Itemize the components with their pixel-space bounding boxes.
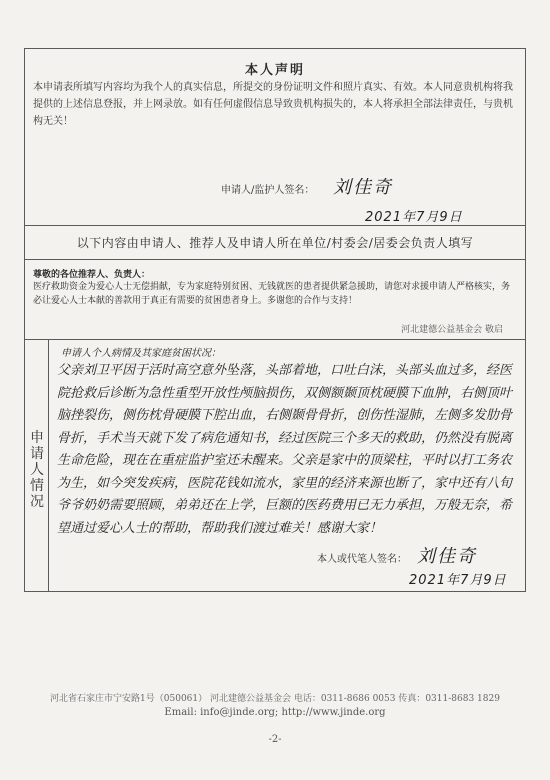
footer-web: Email: info@jinde.org; http://www.jinde.org xyxy=(164,707,386,718)
applicant-side-column xyxy=(25,340,49,591)
foundation-sign-off: 河北建德公益基金会 敬启 xyxy=(401,325,503,335)
recommender-body: 医疗救助资金为爱心人士无偿捐献，专为家庭特别贫困、无钱就医的患者提供紧急援助，请您对求援申请人严格核实，务必让爱心人士本献的善款用于真正有需要的贫困患者身上。多谢您的合作与支持！ xyxy=(33,282,511,306)
applicant-signature-label: 本人或代笔人签名： xyxy=(317,554,407,565)
section-note: 以下内容由申请人、推荐人及申请人所在单位/村委会/居委会负责人填写 xyxy=(76,236,474,250)
recommender-section xyxy=(24,260,526,340)
section-note-row xyxy=(24,226,526,260)
declaration-signature: 刘佳奇 xyxy=(333,177,393,198)
recommender-greeting: 尊敬的各位推荐人、负责人： xyxy=(33,270,151,280)
footer-address: 河北省石家庄市宁安路1号（050061） 河北建德公益基金会 电话：0311-8686 0053 传真：0311-8683 1829 xyxy=(50,694,500,704)
declaration-title: 本人声明 xyxy=(244,63,305,78)
applicant-section xyxy=(24,340,526,592)
applicant-side-label: 申请人情况 xyxy=(30,430,44,510)
page-number: -2- xyxy=(268,734,282,745)
applicant-condition-text: 父亲刘卫平因于活时高空意外坠落，头部着地，口吐白沫，头部头血过多，经医院抢救后诊断为急性重型开放性颅脑损伤，双侧额颞顶枕硬膜下血肿，右侧顶叶脑挫裂伤，侧伤枕骨硬膜下腔出血，右侧颞骨骨折，创伤性湿肺，左侧多发肋骨骨折，手术当天就下发了病危通知书，经过医院三个多天的救助，仍然没有脱离生命危险，现在在重症监护室还未醒来。父亲是家中的顶梁柱，平时以打工务农为生，如今突发疾病，医院花钱如流水，家里的经济来源也断了，家中还有八旬爷爷奶奶需要照顾，弟弟还在上学，巨额的医药费用已无力承担，万般无奈，希望通过爱心人士的帮助，帮助我们渡过难关！感谢大家！ xyxy=(57,363,513,536)
applicant-signature: 刘佳奇 xyxy=(417,546,477,567)
applicant-heading: 申请人个人病情及其家庭贫困状况： xyxy=(61,348,221,359)
declaration-text: 本申请表所填写内容均为我个人的真实信息，所提交的身份证明文件和照片真实、有效。本人同意贵机构将我提供的上述信息登报，并上网录放。如有任何虚假信息导致贵机构损失的，本人将承担全部法律责任，与贵机构无关！ xyxy=(33,82,513,127)
declaration-signature-label: 申请人/监护人签名： xyxy=(221,185,315,196)
applicant-date: 2021年7月9日 xyxy=(409,573,507,588)
declaration-section xyxy=(24,48,526,226)
declaration-date: 2021年7月9日 xyxy=(365,210,463,225)
